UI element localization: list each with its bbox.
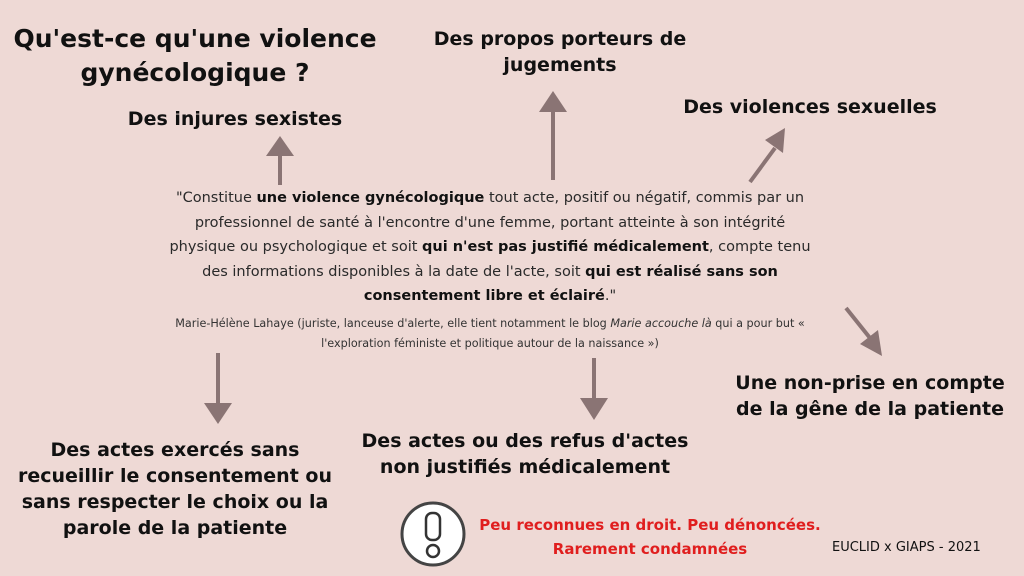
label-refus-actes: Des actes ou des refus d'actes non justifiés médicalement [361,430,689,478]
warning-line-2: Rarement condamnées [552,540,748,558]
quote-text-1: "Constitue [175,190,257,206]
label-injures-sexistes: Des injures sexistes [127,108,343,130]
source-text-2: qui a pour but « l'exploration féministe et politique autour de la naissance ») [321,317,805,350]
warning-line-1: Peu reconnues en droit. Peu dénoncées. [479,516,821,534]
quote-bold-1: une violence gynécologique [256,190,485,206]
quote-bold-2: qui n'est pas justifié médicalement [422,239,709,255]
credit-footer: EUCLID x GIAPS - 2021 [832,540,981,555]
arrow-up-right-sexuelles [750,128,785,182]
quote-text-2: tout acte, positif ou négatif, commis par un professionnel de santé à l'encontre d'une femme, portant atteinte à son intégrité physique ou psychologique et soit [169,190,805,255]
arrow-down-actes [204,353,232,424]
quote-text-3: , compte tenu des informations disponibles à la date de l'acte, soit [202,239,811,280]
label-propos-jugements: Des propos porteurs de jugements [433,28,687,76]
arrow-down-right-non-prise [846,308,882,356]
page-title: Qu'est-ce qu'une violence gynécologique ? [13,24,377,87]
warning-message [460,513,840,561]
label-actes-sans-consentement: Des actes exercés sans recueillir le consentement ou sans respecter le choix ou la parole de la patiente [17,439,332,539]
arrow-down-refus [580,358,608,420]
quote-bold-3: qui est réalisé sans son consentement libre et éclairé [363,263,778,304]
arrow-up-propos [539,91,567,180]
source-blog-name: Marie accouche là [610,317,712,330]
quote-text-4: ." [604,288,617,304]
warning-icon [402,503,464,565]
label-violences-sexuelles: Des violences sexuelles [683,96,937,118]
label-non-prise-en-compte: Une non-prise en compte de la gêne de la patiente [735,372,1005,420]
source-text-1: Marie-Hélène Lahaye (juriste, lanceuse d'alerte, elle tient notamment le blog [175,317,611,330]
arrow-up-injures [266,136,294,185]
